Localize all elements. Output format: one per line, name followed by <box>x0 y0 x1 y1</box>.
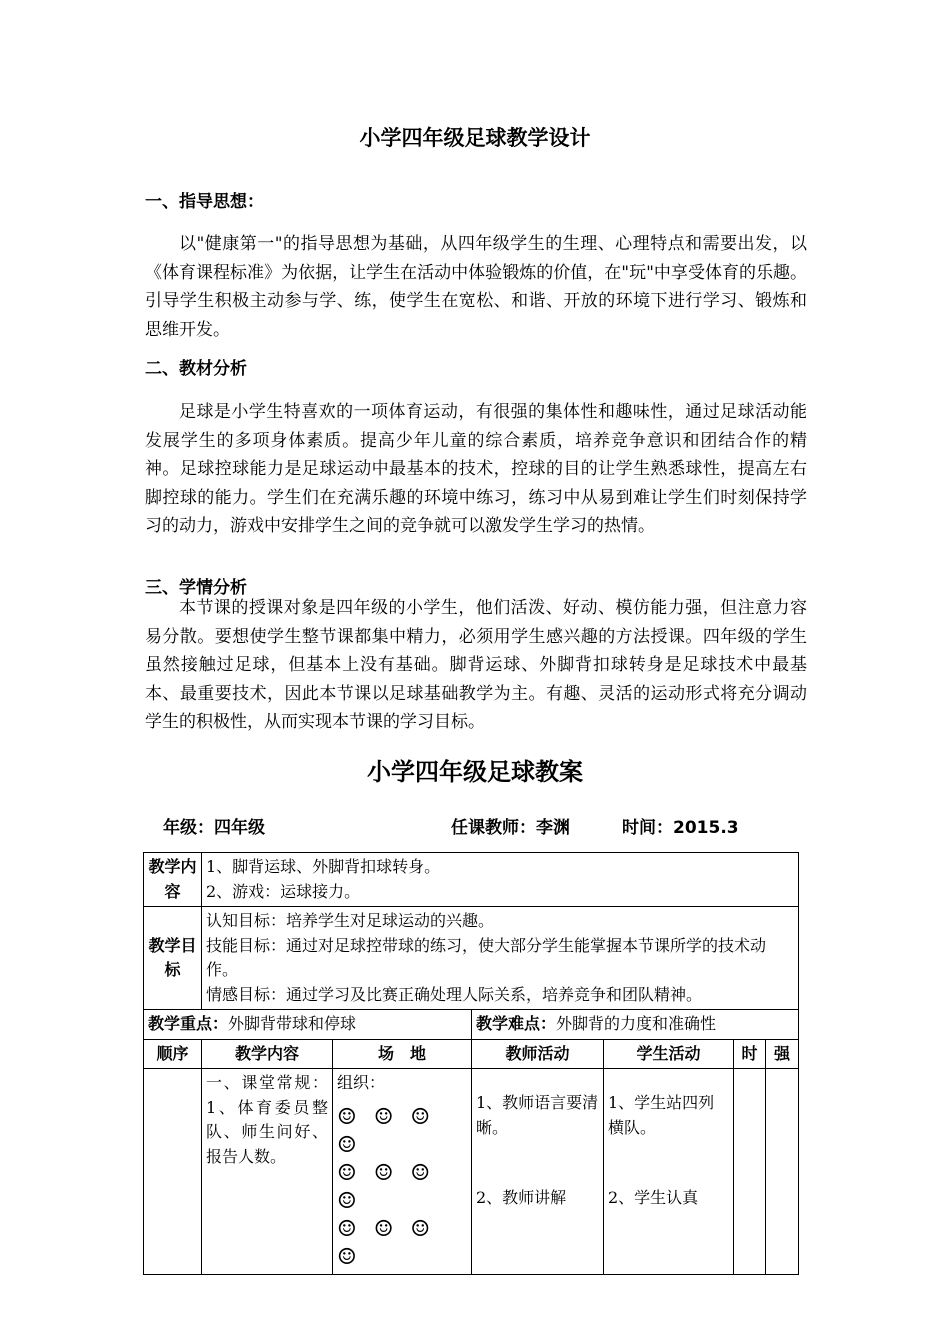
plan-title: 小学四年级足球教案 <box>367 758 583 786</box>
goal-item: 情感目标：通过学习及比赛正确处理人际关系，培养竞争和团队精神。 <box>206 984 703 1004</box>
grade-label: 年级：四年级 <box>163 818 265 838</box>
key-point-text: 外脚背带球和停球 <box>228 1014 357 1033</box>
section-heading-guiding: 一、指导思想： <box>145 192 264 212</box>
goal-item: 技能目标：通过对足球控带球的练习，使大部分学生能掌握本节课所学的技术动作。 <box>206 935 767 979</box>
field-label: 组织： <box>337 1073 386 1092</box>
table-row <box>144 1069 799 1275</box>
goals-cell <box>202 907 799 1010</box>
section-heading-material: 二、教材分析 <box>145 359 247 379</box>
column-header: 场 地 <box>333 1039 472 1069</box>
content-cell <box>202 853 799 907</box>
column-header: 教师活动 <box>472 1039 604 1069</box>
column-header: 顺序 <box>144 1039 202 1069</box>
smiley-row-icon: ☺ ☺ ☺ ☺ <box>337 1104 436 1158</box>
student-activity-2: 2、学生认真 <box>608 1188 699 1207</box>
teacher-activity-2: 2、教师讲解 <box>476 1188 567 1207</box>
table-header-row <box>144 1039 799 1069</box>
teacher-activity-cell <box>472 1069 604 1275</box>
table-row-content <box>144 853 799 907</box>
smiley-row-icon: ☺ ☺ ☺ ☺ <box>337 1160 436 1214</box>
key-point-label: 教学重点： <box>148 1014 229 1033</box>
time-label: 时间：2015.3 <box>622 818 739 838</box>
content-item: 1、脚背运球、外脚背扣球转身。 <box>206 857 441 876</box>
goal-item: 认知目标：培养学生对足球运动的兴趣。 <box>206 911 495 930</box>
goals-label: 教学目标 <box>144 907 202 1010</box>
difficulty-label: 教学难点： <box>476 1014 557 1033</box>
formation-smiley-icons <box>337 1104 467 1272</box>
difficulty-text: 外脚背的力度和准确性 <box>556 1014 717 1033</box>
section-text-guiding: 以"健康第一"的指导思想为基础，从四年级学生的生理、心理特点和需要出发，以《体育课程标准》为依据，让学生在活动中体验锻炼的价值，在"玩"中享受体育的乐趣。引导学生积极主动参与学、练，使学生在宽松、和谐、开放的环境下进行学习、锻炼和思维开发。 <box>145 234 807 340</box>
design-title: 小学四年级足球教学设计 <box>359 126 591 150</box>
content-label: 教学内容 <box>144 853 202 907</box>
section-text-students: 本节课的授课对象是四年级的小学生，他们活泼、好动、模仿能力强，但注意力容易分散。要想使学生整节课都集中精力，必须用学生感兴趣的方法授课。四年级的学生虽然接触过足球，但基本上没有基础。脚背运球、外脚背扣球转身是足球技术中最基本、最重要技术，因此本节课以足球基础教学为主。有趣、灵活的运动形式将充分调动学生的积极性，从而实现本节课的学习目标。 <box>145 598 807 732</box>
section-text-material: 足球是小学生特喜欢的一项体育运动，有很强的集体性和趣味性，通过足球活动能发展学生的多项身体素质。提高少年儿童的综合素质，培养竞争意识和团结合作的精神。足球控球能力是足球运动中最基本的技术，控球的目的让学生熟悉球性，提高左右脚控球的能力。学生们在充满乐趣的环境中练习，练习中从易到难让学生们时刻保持学习的动力，游戏中安排学生之间的竞争就可以激发学生学习的热情。 <box>145 402 807 536</box>
content-item: 2、游戏：运球接力。 <box>206 881 361 901</box>
time-cell <box>734 1069 766 1275</box>
student-activity-1: 1、学生站四列横队。 <box>608 1093 715 1137</box>
table-row-goals <box>144 907 799 1010</box>
field-cell <box>333 1069 472 1275</box>
lesson-plan-table <box>143 852 799 1275</box>
order-cell <box>144 1069 202 1275</box>
column-header: 时 <box>734 1039 766 1069</box>
smiley-row-icon: ☺ ☺ ☺ ☺ <box>337 1216 436 1270</box>
intensity-cell <box>766 1069 799 1275</box>
key-point-cell <box>144 1010 472 1040</box>
table-row-key-points <box>144 1010 799 1040</box>
column-header: 学生活动 <box>604 1039 734 1069</box>
teacher-activity-1: 1、教师语言要清晰。 <box>476 1093 599 1137</box>
content-step-title: 一、课堂常规： <box>206 1073 328 1092</box>
difficulty-cell <box>472 1010 799 1040</box>
column-header: 教学内容 <box>202 1039 333 1069</box>
section-heading-students: 三、学情分析 <box>145 578 247 598</box>
teaching-content-cell <box>202 1069 333 1275</box>
teacher-label: 任课教师：李渊 <box>451 818 570 838</box>
student-activity-cell <box>604 1069 734 1275</box>
content-step-body: 1、体育委员整队、师生问好、报告人数。 <box>206 1097 328 1166</box>
column-header: 强 <box>766 1039 799 1069</box>
